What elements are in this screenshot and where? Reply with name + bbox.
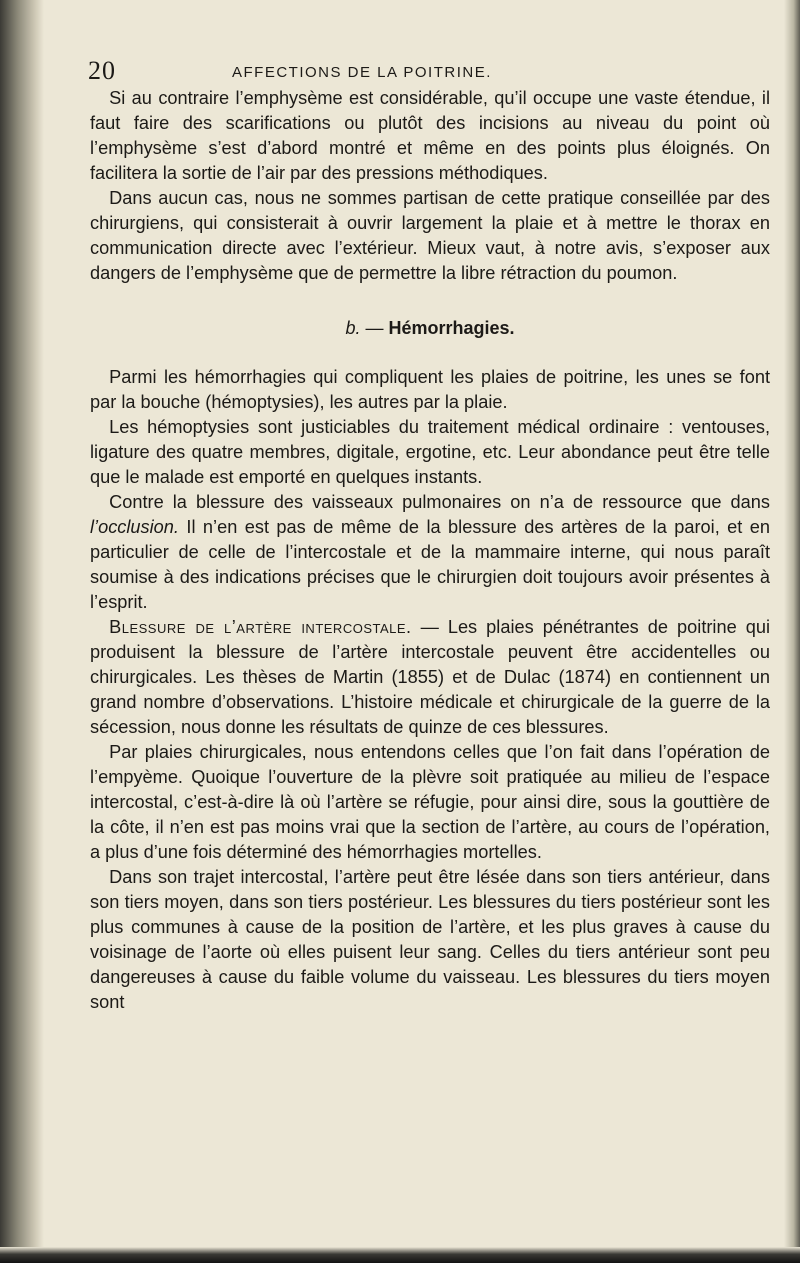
- paragraph-artere-intercostale: [90, 615, 770, 740]
- p5-after: Il n’en est pas de même de la blessure des artères de la paroi, et en particulier de celle de l’intercostale et de la mammaire interne, qui nous paraît soumise à des indications précises que le chirurgien doit toujours avoir présentes à l’esprit.: [90, 517, 770, 612]
- scan-binding-shadow-left: [0, 0, 44, 1263]
- paragraph-hemorrhagies-intro: Parmi les hémorrhagies qui compliquent les plaies de poitrine, les unes se font par la bouche (hémoptysies), les autres par la plaie.: [90, 367, 770, 412]
- paragraph-pratique-deconseillee: Dans aucun cas, nous ne sommes partisan de cette pratique conseillée par des chirurgiens, qui consisterait à ouvrir largement la plaie et à mettre le thorax en communication directe avec l’extérieur. Mieux vaut, à notre avis, s’exposer aux dangers de l’emphysème que de permettre la libre rétraction du poumon.: [90, 188, 770, 283]
- running-title: AFFECTIONS DE LA POITRINE.: [232, 64, 492, 81]
- paragraph-trajet-intercostal: Dans son trajet intercostal, l’artère peut être lésée dans son tiers antérieur, dans son tiers moyen, dans son tiers postérieur. Les blessures du tiers postérieur sont les plus communes à cause de la position de l’artère, et les plus graves à cause du voisinage de l’aorte où elles puisent leur sang. Celles du tiers antérieur sont peu dangereuses à cause du faible volume du vaisseau. Les blessures du tiers moyen sont: [90, 867, 770, 1012]
- paragraph-plaies-chirurgicales: Par plaies chirurgicales, nous entendons celles que l’on fait dans l’opération de l’empyème. Quoique l’ouverture de la plèvre soit pratiquée au milieu de l’espace intercostal, c’est-à-dire là où l’artère se réfugie, pour ainsi dire, sous la gouttière de la côte, il n’en est pas moins vrai que la section de l’artère, au cours de l’opération, a plus d’une fois déterminé des hémorrhagies mortelles.: [90, 742, 770, 862]
- body-text: [90, 86, 770, 1015]
- section-title: Hémorrhagies.: [388, 318, 515, 338]
- running-head: [90, 52, 770, 86]
- paragraph-vaisseaux-pulmonaires: [90, 490, 770, 615]
- section-heading: [90, 316, 770, 341]
- section-dash: —: [365, 318, 384, 338]
- page-number: 20: [88, 56, 116, 85]
- p5-before: Contre la blessure des vaisseaux pulmonaires on n’a de ressource que dans: [109, 492, 770, 512]
- p6-rest: — Les plaies pénétrantes de poitrine qui produisent la blessure de l’artère intercostale peuvent être accidentelles ou chirurgicales. Les thèses de Martin (1855) et de Dulac (1874) en contiennent un grand nombre d’observations. L’histoire médicale et chirurgicale de la guerre de la sécession, nous donne les résultats de quinze de ces blessures.: [90, 617, 770, 737]
- section-letter: b.: [345, 318, 361, 338]
- paragraph-lead-heading: Blessure de l’artère intercostale.: [109, 617, 412, 637]
- book-page: [90, 52, 770, 1015]
- scan-bottom-edge: [0, 1247, 800, 1263]
- paragraph-hemoptysies: Les hémoptysies sont justiciables du traitement médical ordinaire : ventouses, ligature des quatre membres, digitale, ergotine, etc. Leur abondance peut être telle que le malade est emporté en quelques instants.: [90, 417, 770, 487]
- p5-italic: l’occlusion.: [90, 517, 179, 537]
- paragraph-emphyseme-incisions: Si au contraire l’emphysème est considérable, qu’il occupe une vaste étendue, il faut faire des scarifications ou plutôt des incisions au niveau du point où l’emphysème s’est d’abord montré et même en des points plus éloignés. On facilitera la sortie de l’air par des pressions méthodiques.: [90, 88, 770, 183]
- scan-edge-shadow-right: [784, 0, 800, 1263]
